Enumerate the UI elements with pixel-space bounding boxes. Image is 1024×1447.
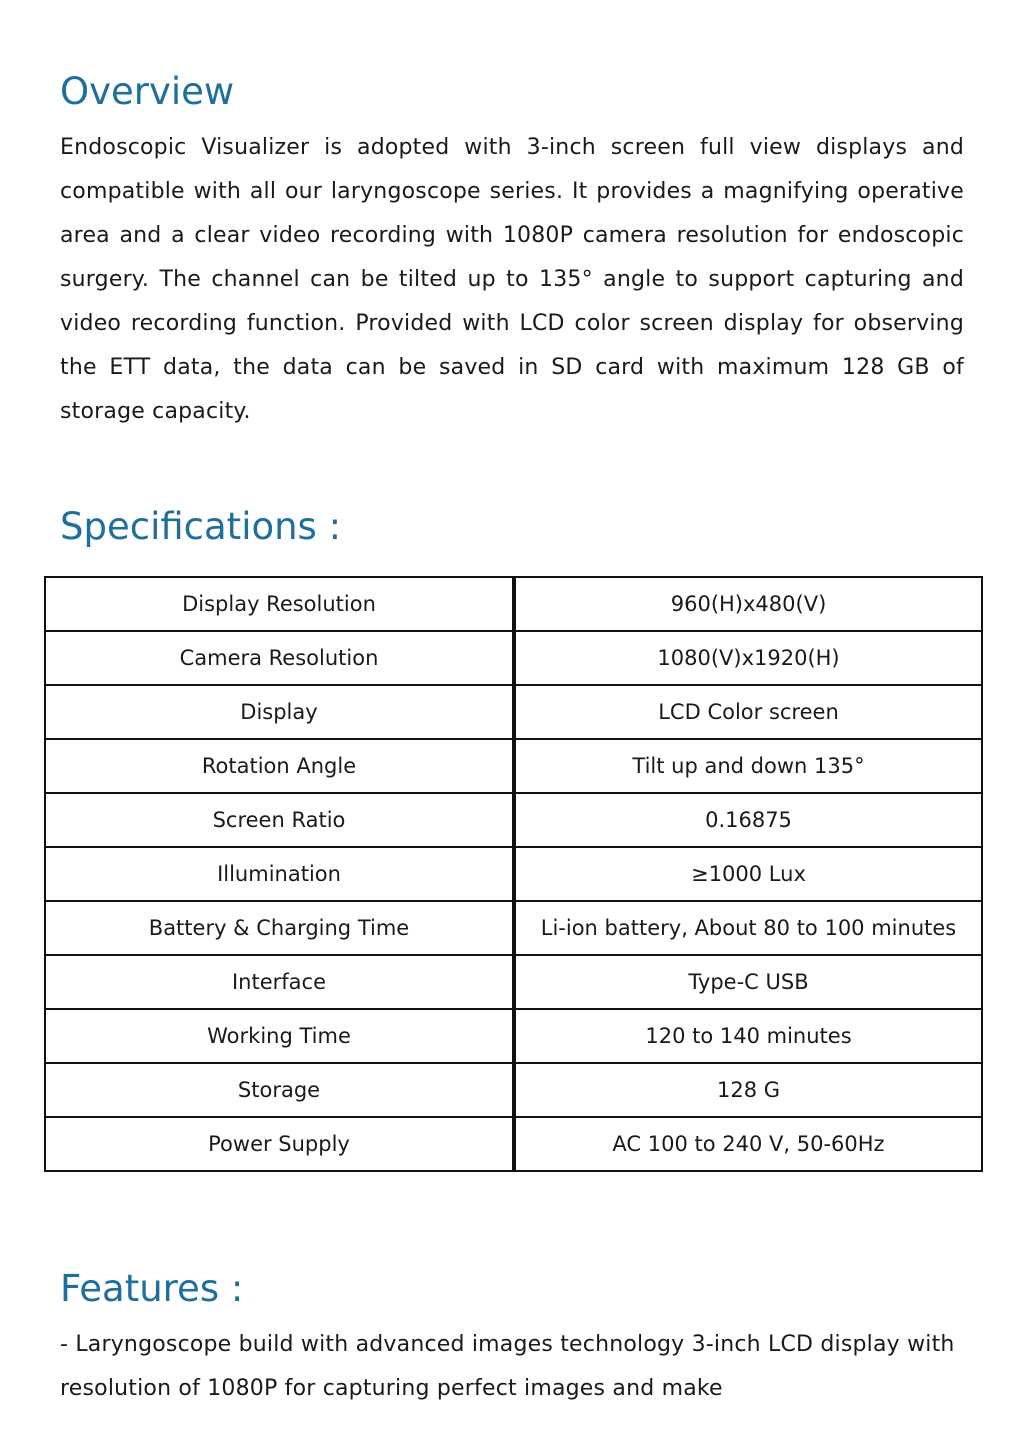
spec-label: Storage	[45, 1063, 514, 1117]
spec-value: AC 100 to 240 V, 50-60Hz	[514, 1117, 982, 1171]
spec-label: Rotation Angle	[45, 739, 514, 793]
overview-heading: Overview	[60, 70, 235, 113]
spec-label: Display Resolution	[45, 577, 514, 631]
spec-label: Working Time	[45, 1009, 514, 1063]
table-row	[45, 1063, 982, 1117]
table-row	[45, 901, 982, 955]
table-row	[45, 685, 982, 739]
spec-label: Illumination	[45, 847, 514, 901]
table-row	[45, 577, 982, 631]
table-row	[45, 1009, 982, 1063]
features-heading: Features :	[60, 1267, 244, 1310]
table-row	[45, 847, 982, 901]
spec-value: LCD Color screen	[514, 685, 982, 739]
spec-label: Display	[45, 685, 514, 739]
spec-label: Screen Ratio	[45, 793, 514, 847]
spec-value: 0.16875	[514, 793, 982, 847]
specifications-heading: Specifications :	[60, 505, 342, 548]
table-row	[45, 955, 982, 1009]
table-row	[45, 793, 982, 847]
spec-value: 128 G	[514, 1063, 982, 1117]
spec-label: Power Supply	[45, 1117, 514, 1171]
spec-value: Li-ion battery, About 80 to 100 minutes	[514, 901, 982, 955]
spec-label: Battery & Charging Time	[45, 901, 514, 955]
spec-value: 960(H)x480(V)	[514, 577, 982, 631]
table-row	[45, 739, 982, 793]
spec-label: Camera Resolution	[45, 631, 514, 685]
spec-label: Interface	[45, 955, 514, 1009]
spec-value: Tilt up and down 135°	[514, 739, 982, 793]
table-row	[45, 631, 982, 685]
spec-value: 1080(V)x1920(H)	[514, 631, 982, 685]
specifications-table	[44, 576, 983, 1172]
overview-paragraph: Endoscopic Visualizer is adopted with 3-inch screen full view displays and compatible with all our laryngoscope series. It provides a magnifying operative area and a clear video recording with 1080P camera resolution for endoscopic surgery. The channel can be tilted up to 135° angle to support capturing and video recording function. Provided with LCD color screen display for observing the ETT data, the data can be saved in SD card with maximum 128 GB of storage capacity.	[60, 135, 964, 424]
features-paragraph: - Laryngoscope build with advanced images technology 3-inch LCD display with resolution of 1080P for capturing perfect images and make	[60, 1332, 955, 1401]
spec-value: 120 to 140 minutes	[514, 1009, 982, 1063]
spec-value: ≥1000 Lux	[514, 847, 982, 901]
spec-value: Type-C USB	[514, 955, 982, 1009]
table-row	[45, 1117, 982, 1171]
